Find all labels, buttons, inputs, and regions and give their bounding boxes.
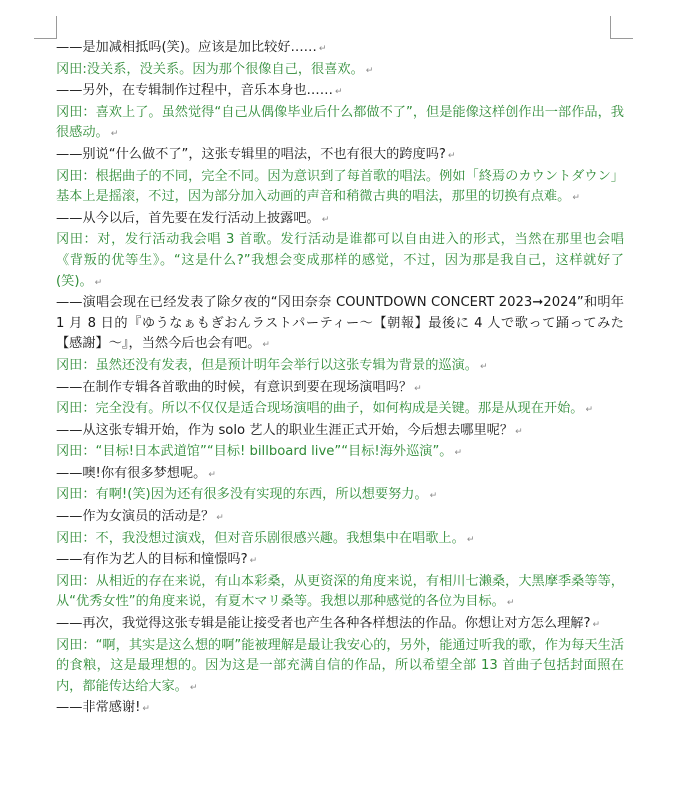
paragraph-mark-icon: ↵ — [429, 491, 438, 502]
paragraph-text: 冈田：根据曲子的不同，完全不同。因为意识到了每首歌的唱法。例如「終焉のカウントダウン」基本上是摇滚，不过，因为部分加入动画的声音和稍微古典的唱法，那里的切换有点难。 — [56, 168, 624, 205]
answer-paragraph[interactable] — [56, 485, 624, 507]
paragraph-mark-icon: ↵ — [262, 340, 270, 351]
paragraph-mark-icon: ↵ — [334, 87, 343, 98]
document-body[interactable] — [56, 38, 624, 720]
question-paragraph[interactable] — [56, 464, 624, 486]
paragraph-mark-icon: ↵ — [466, 534, 475, 545]
question-paragraph[interactable] — [56, 145, 624, 167]
question-paragraph[interactable] — [56, 698, 624, 720]
answer-paragraph[interactable] — [56, 356, 624, 378]
paragraph-mark-icon: ↵ — [142, 704, 150, 715]
paragraph-mark-icon: ↵ — [515, 426, 523, 437]
top-left-margin-mark — [34, 16, 57, 39]
paragraph-text: ——有作为艺人的目标和憧憬吗? — [56, 552, 248, 568]
paragraph-text: ——别说“什么做不了”，这张专辑里的唱法，不也有很大的跨度吗? — [56, 146, 446, 162]
answer-paragraph[interactable] — [56, 529, 624, 551]
paragraph-text: ——从今以后，首先要在发行活动上披露吧。 — [56, 210, 320, 226]
paragraph-mark-icon: ↵ — [414, 383, 422, 394]
answer-paragraph[interactable] — [56, 60, 624, 82]
paragraph-text: ——作为女演员的活动是？ — [56, 509, 215, 525]
paragraph-mark-icon: ↵ — [447, 150, 456, 161]
paragraph-mark-icon: ↵ — [208, 469, 216, 480]
paragraph-text: ——另外，在专辑制作过程中，音乐本身也…… — [56, 83, 333, 99]
paragraph-mark-icon: ↵ — [110, 129, 119, 140]
paragraph-text: ——演唱会现在已经发表了除夕夜的“冈田奈奈 COUNTDOWN CONCERT 2023➞2024”和明年 1 月 8 日的『ゆうなぁもぎおんラストパーティー～【朝報】最後に 4 人で歌って踊ってみた【感謝】～』，当然今后也会有吧。 — [56, 295, 624, 352]
paragraph-mark-icon: ↵ — [321, 214, 330, 225]
answer-paragraph[interactable] — [56, 103, 624, 145]
question-paragraph[interactable] — [56, 378, 624, 400]
question-paragraph[interactable] — [56, 38, 624, 60]
paragraph-text: 冈田：有啊!(笑)因为还有很多没有实现的东西，所以想要努力。 — [56, 487, 428, 503]
paragraph-text: ——是加减相抵吗(笑)。应该是加比较好…… — [56, 40, 317, 55]
question-paragraph[interactable] — [56, 293, 624, 356]
paragraph-mark-icon: ↵ — [318, 44, 327, 54]
paragraph-text: ——非常感谢! — [56, 700, 141, 716]
paragraph-mark-icon: ↵ — [480, 361, 488, 372]
paragraph-text: 冈田：完全没有。所以不仅仅是适合现场演唱的曲子，如何构成是关键。那是从现在开始。 — [56, 401, 584, 417]
question-paragraph[interactable] — [56, 614, 624, 636]
paragraph-text: 冈田：对，发行活动我会唱 3 首歌。发行活动是谁都可以自由进入的形式，当然在那里也会唱《背叛的优等生》。“这是什么?”我想会变成那样的感觉，不过，因为那是我自己，这样就好了(笑)。 — [56, 232, 624, 289]
paragraph-text: ——在制作专辑各首歌曲的时候，有意识到要在现场演唱吗？ — [56, 379, 413, 395]
paragraph-mark-icon: ↵ — [572, 193, 580, 204]
answer-paragraph[interactable] — [56, 442, 624, 464]
paragraph-text: 冈田：“目标!日本武道馆”“目标! billboard live”“目标!海外巡演”。 — [56, 444, 453, 460]
paragraph-text: 冈田：虽然还没有发表，但是预计明年会举行以这张专辑为背景的巡演。 — [56, 357, 478, 373]
paragraph-text: ——再次，我觉得这张专辑是能让接受者也产生各种各样想法的作品。你想让对方怎么理解? — [56, 616, 591, 632]
question-paragraph[interactable] — [56, 550, 624, 572]
question-paragraph[interactable] — [56, 507, 624, 529]
question-paragraph[interactable] — [56, 209, 624, 231]
paragraph-text: 冈田：喜欢上了。虽然觉得“自己从偶像毕业后什么都做不了”，但是能像这样创作出一部作品，我很感动。 — [56, 104, 624, 141]
paragraph-mark-icon: ↵ — [585, 405, 594, 416]
answer-paragraph[interactable] — [56, 572, 624, 614]
question-paragraph[interactable] — [56, 81, 624, 103]
paragraph-text: ——噢!你有很多梦想呢。 — [56, 465, 207, 481]
answer-paragraph[interactable] — [56, 399, 624, 421]
paragraph-text: 冈田：从相近的存在来说，有山本彩桑，从更资深的角度来说，有相川七濑桑，大黑摩季桑等等，从“优秀女性”的角度来说，有夏木マリ桑等。我想以那种感觉的各位为目标。 — [56, 573, 624, 610]
answer-paragraph[interactable] — [56, 230, 624, 293]
paragraph-text: 冈田：“啊，其实是这么想的啊”能被理解是最让我安心的，另外，能通过听我的歌，作为每天生活的食粮，这是最理想的。因为这是一部充满自信的作品，所以希望全部 13 首曲子包括封面照在内，都能传达给大家。 — [56, 637, 624, 694]
answer-paragraph[interactable] — [56, 636, 624, 699]
paragraph-mark-icon: ↵ — [592, 620, 601, 631]
paragraph-mark-icon: ↵ — [249, 556, 258, 567]
question-paragraph[interactable] — [56, 421, 624, 443]
paragraph-mark-icon: ↵ — [454, 448, 463, 459]
paragraph-text: 冈田：不，我没想过演戏，但对音乐剧很感兴趣。我想集中在唱歌上。 — [56, 530, 465, 546]
paragraph-mark-icon: ↵ — [94, 277, 103, 288]
paragraph-mark-icon: ↵ — [506, 598, 515, 609]
paragraph-mark-icon: ↵ — [216, 513, 224, 524]
answer-paragraph[interactable] — [56, 167, 624, 209]
paragraph-text: ——从这张专辑开始，作为 solo 艺人的职业生涯正式开始，今后想去哪里呢？ — [56, 422, 514, 438]
paragraph-mark-icon: ↵ — [189, 682, 198, 693]
paragraph-mark-icon: ↵ — [365, 65, 374, 76]
top-right-margin-mark — [610, 16, 633, 39]
paragraph-text: 冈田:没关系，没关系。因为那个很像自己，很喜欢。 — [56, 61, 364, 77]
